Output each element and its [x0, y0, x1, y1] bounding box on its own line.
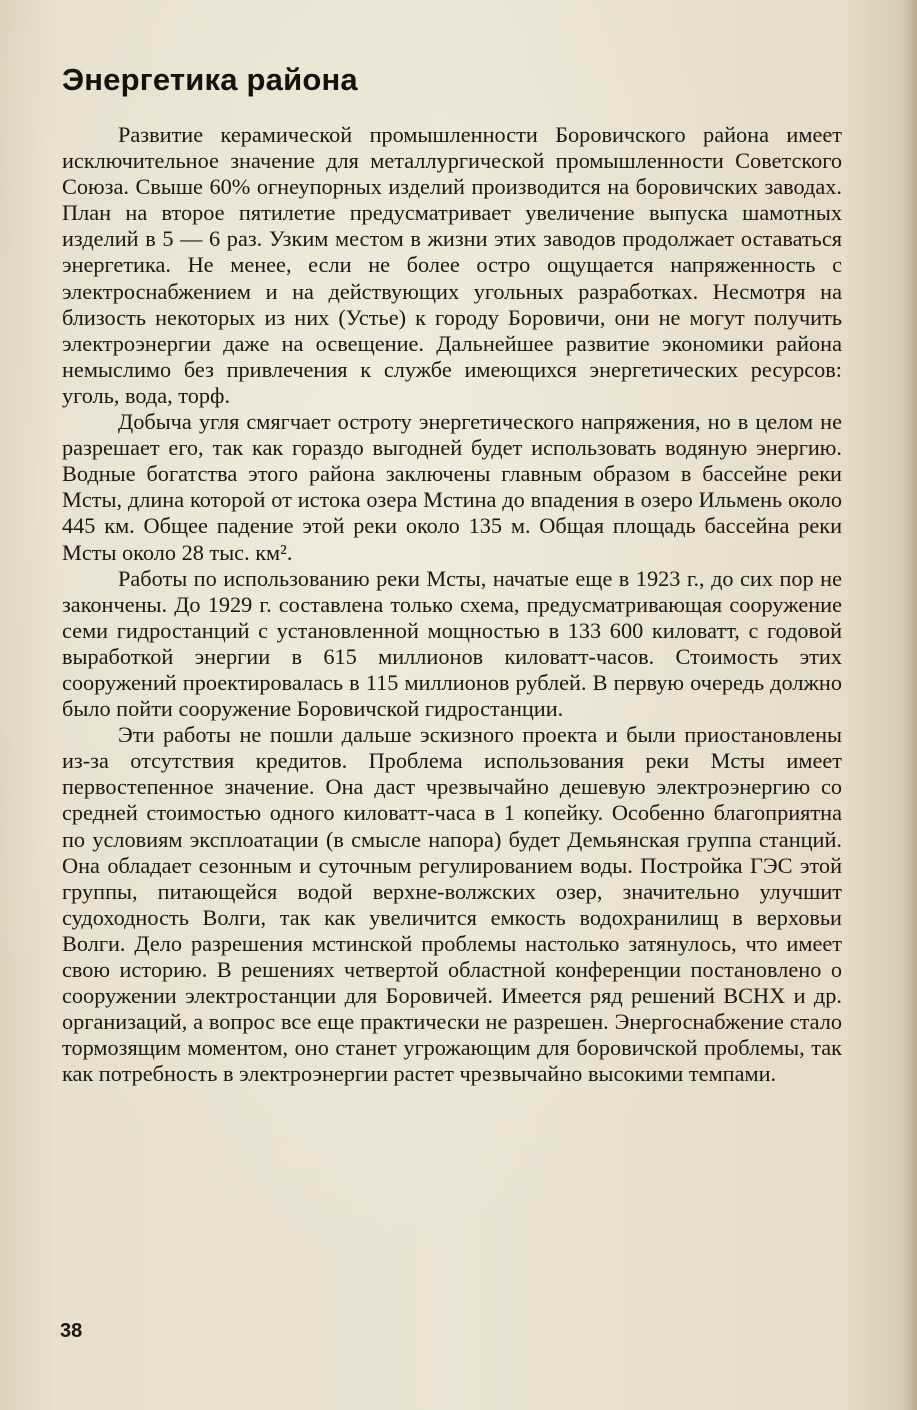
page-edge-shadow [903, 0, 917, 1410]
body-text [62, 122, 842, 1087]
paragraph: Работы по использованию реки Мсты, начатые еще в 1923 г., до сих пор не закончены. До 1929 г. составлена только схема, предусматривающая сооружение семи гидростанций с установленной мощностью в 133 600 киловатт, с годовой выработкой энергии в 615 миллионов киловатт-часов. Стоимость этих сооружений проектировалась в 115 миллионов рублей. В первую очередь должно было пойти сооружение Боровичской гидростанции. [62, 565, 842, 722]
paragraph: Добыча угля смягчает остроту энергетического напряжения, но в целом не разрешает его, так как гораздо выгодней будет использовать водяную энергию. Водные богатства этого района заключены главным образом в бассейне реки Мсты, длина которой от истока озера Мстина до впадения в озеро Ильмень около 445 км. Общее падение этой реки около 135 м. Общая площадь бассейна реки Мсты около 28 тыс. км². [62, 409, 842, 565]
paragraph: Развитие керамической промышленности Боровичского района имеет исключительное значение для металлургической промышленности Советского Союза. Свыше 60% огнеупорных изделий производится на боровичских заводах. План на второе пятилетие предусматривает увеличение выпуска шамотных изделий в 5 — 6 раз. Узким местом в жизни этих заводов продолжает оставаться энергетика. Не менее, если не более остро ощущается напряженность с электроснабжением и на действующих угольных разработках. Несмотря на близость некоторых из них (Устье) к городу Боровичи, они не могут получить электроэнергии даже на освещение. Дальнейшее развитие экономики района немыслимо без привлечения к службе имеющихся энергетических ресурсов: уголь, вода, торф. [62, 122, 842, 408]
page-number: 38 [60, 1320, 83, 1342]
section-heading: Энергетика района [62, 62, 358, 97]
paragraph: Эти работы не пошли дальше эскизного проекта и были приостановлены из-за отсутствия кредитов. Проблема использования реки Мсты имеет первостепенное значение. Она даст чрезвычайно дешевую электроэнергию со средней стоимостью одного киловатт-часа в 1 копейку. Особенно благоприятна по условиям эксплоатации (в смысле напора) будет Демьянская группа станций. Она обладает сезонным и суточным регулированием воды. Постройка ГЭС этой группы, питающейся водой верхне-волжских озер, значительно улучшит судоходность Волги, так как увеличится емкость водохранилищ в верховьи Волги. Дело разрешения мстинской проблемы настолько затянулось, что имеет свою историю. В решениях четвертой областной конференции постановлено о сооружении электростанции для Боровичей. Имеется ряд решений ВСНХ и др. организаций, а вопрос все еще практически не разрешен. Энергоснабжение стало тормозящим моментом, оно станет угрожающим для боровичской проблемы, так как потребность в электроэнергии растет чрезвычайно высокими темпами. [62, 722, 842, 1087]
